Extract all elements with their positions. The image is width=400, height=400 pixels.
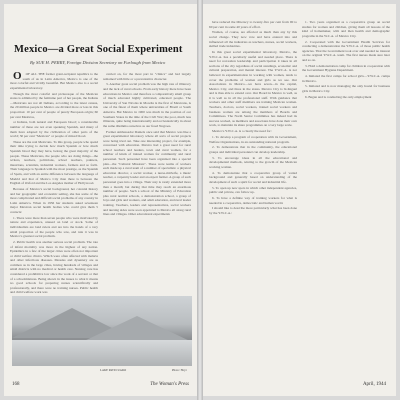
paragraph-text: OF ALL THE former grant-recipient republics to the south of us in Latin America, Mexico is one of the most colorful and vividly beautiful. But Mexico also is a social experimental laboratory. <box>10 72 98 90</box>
paragraph: or Indians, both natural and European blood; a considerable number of these are not even speaking Spanish, and many of them have adapted by the civilization of other parts of the world; 30 per cent "Mexican" or people of mixed blood. <box>10 120 98 139</box>
paragraph: 1. There were more than seven people who were motivated by nature and experience, unused on land or stock. Some of individualists are land rulers and are into the hands of a very small proportion of the people who saw, and rule it was in Mexico's greatest social problem. <box>10 215 98 239</box>
list-item: 1. Two years organized as a cooperative group on social studies for women and children, giving them all lessons of the kind of homemaker, with and then health and demographic programs in the W.C.A. of Mexico City. <box>302 20 390 38</box>
list-item: 3. Hold a demonstration camp for children in cooperation with the Government Hygiene Department. <box>302 63 390 73</box>
list-item: 2. Cooperated with the Government Health Services for conducting a demonstration the Y.W.C.A. of those public health agencies. That the Government took over and needed no interest on the original Y.W.C.A. team. The first nurses made sure later and so on. <box>302 39 390 62</box>
issue-date: April, 1944 <box>362 382 386 387</box>
paragraph: have reduced the illiteracy to twenty-five per cent from 90 to 60 per cent in some 40 years of effort. <box>209 20 297 29</box>
right-column-2 <box>302 20 390 372</box>
list-item: 3. To encourage ideas in all the educational and developmental methods, relating to the growth of the Mexican working woman. <box>209 155 297 169</box>
paragraph: 2. Public health was another serious social problem. The rate of infant mortality was more in the highest of any nation. Epidemics in a few of the larger cities were often not important or child welfare clinics. Which were often affected with malaria and other infectious diseases. Measles and dysentery are as common as in the large cities, having hundreds of villages and small districts with no medical or health care. Nursing care has considered a prohibitive low since the work of a servant or that of a schoolmistress. Being shown in the issues to what it means no good schools for preparing nurses scientifically and professionally, and there were no training nurses. Public health and child welfare work was <box>10 239 98 295</box>
right-column-1 <box>209 20 297 372</box>
right-page <box>203 4 396 396</box>
paragraph <box>10 72 98 90</box>
paragraph: Though the most colorful and picturesque of the Mexican states is admitted by the feminine part of her people, the Indians—Mexicans are not all Indians, according to the latest census, the 20 million people in Mexico are divided more or less in this proportion: 10 per cent of people of purely European origin; 60 per cent Mestizos, <box>10 91 98 119</box>
paragraph: Women, of course, are affected as much than any by this social change. They now vote and have entered into and influenced all the industries as teachers, nurses, social workers, skilled trade industries. <box>209 30 297 49</box>
drop-cap: O <box>13 70 22 82</box>
list-item: 4. To demonstrate that a cooperative group of varied background and generally based on understanding of the development of such a spirit for social and industrial life. <box>209 170 297 184</box>
list-item: 6. To have a definite way of training workers for what is needed in a cooperative, democratic and human world. <box>209 196 297 205</box>
paragraph: 3. Another great social problem was the high rate of illiteracy and the lack of rural schools. From early history there have been educations in Mexico and therefore a comparatively small group of much educated highly cultivated, educated people. The University of San Nicolas in Morelia is the first of Mexicans, is one of the finest of them where universities of Brazil or South America. But Mexico in 1900 was much in the position of our Southern States in the time of the Civil War; the poor, much less illiterate, quite being internationally and ecclesiastically in about the same dilemma ourselves as our freed Negroes. <box>103 82 191 128</box>
photo-credit: Photo: Hoyt <box>172 368 187 372</box>
left-column-2 <box>103 72 191 288</box>
list-item: 2. To demonstrate that in the community, the educational groups and individual personnel can develop leadership. <box>209 145 297 154</box>
list-item: 4. Initiated the first camps for school girls—Y.W.C.A. camps in Mexico. <box>302 74 390 83</box>
lake-photo <box>12 296 192 366</box>
magazine-name: The Woman's Press <box>150 382 189 387</box>
left-column-1 <box>10 70 98 295</box>
paragraph: carried on, for the most part in "clinics" and bad largely remained with little or a preventative character. <box>103 72 191 81</box>
paragraph: Mexico's Y.W.C.A. is a clearly the need for: <box>212 129 272 134</box>
paragraph: In this great social experimental laboratory, Mexico, the Y.W.C.A. has a peculiarly useful and needed place. There is need for recreation leadership and participation it takes in all sections of the city regardless of social standings, economic and cultural preparation, and mental interest. The Y.W.C.A. is not believed in experimentation in working with women, tends to cover the problems of women and girls as we see. Our Associations in Mexico—we have seven—in the capital, Mexico City, and three in the states. Mexico City is bi-lingual and is thus able to extend over. Our Board in Mexico is well, as it is well as in all the professional staff. With guidance that workers and other staff members are training Mexican women. Teachers, doctors, social workers, trained social workers and business women are among the members of Boards and Committees. The North Senior Committee has indeed had its success worked, as members and associates have done their own work, to maintain its share programmes on a very large scale. <box>209 49 297 128</box>
article-title: Mexico—a Great Social Experiment <box>14 44 183 55</box>
list-item: 5. Initiated and is now managing the only hostel for business girls in Mexico City. <box>302 84 390 94</box>
paragraph: Former Ambassador Daniels once said that Mexico was like a great experimental laboratory where all sorts of social projects were being tried out. Take one interesting project, for example, concerned with education. Mexico had a great need for rural school teachers and leaders, town and rural women, for a number of kinds of trained women for community and rural personnel. Such personnel have been organized into a special plan—the "Cultural Missions". These were teams of workers each made up a rural team of a number of specialists: a physical education director, a social worker, a nurse-midwife, a music teacher, a carpentry leader and an expert farmer. A group of such personnel goes into a village. Their stay is rarely extended more than a month; but during that time they reach an enormous number of people. Such a school of the Ministry of Education plus rural normal schools, a demonstration school, a group of boys and girls and workers, and adult education, and rural leader training. Teachers, leaders and representatives, social workers and nursing aides were soon appointed to Mexico all along rural lines and villages. Other educational experiments <box>103 129 191 217</box>
lake-shape <box>12 340 192 366</box>
mountain-shape <box>82 316 192 342</box>
left-page <box>4 4 197 396</box>
paragraph: I should like to describe more particularly what has been done by the Y.W.C.A.: <box>209 206 297 216</box>
list-item: 6. Began and is conducting the only employment <box>305 94 372 99</box>
list-item: 1. To develop a program of cooperation with its Government, Welfare Organizations, in an outstanding national program. <box>209 135 297 144</box>
paragraph: Because of Mexico's social background, her colonial history and her geographic and economic setting, she has some of the most complicated and difficult social problems of any country in Latin America. When in 1936 her students asked seventeen major Mexican social health bodies who could give them 5 contacts: <box>10 187 98 214</box>
paragraph: These are the real Mexicans. To this group, people who spend their time trying to decide how much Spanish or how much Spanish blood they may have, belong the great majority of the people. These Mexicans, the people who are doing things—the writers, teachers, politicians, school teachers, painters, musicians, scientists, industrial workers, farmers and so forth. Their language is Spanish with the most prestige, as the Spanish of Spain, and with an entire difference between the language of Madrid and that of Mexico City than there is between the English of Oxford and the Los Angeles mother of Hollywood. <box>10 139 98 186</box>
list-item: 5. To open up new spots in which other independent agencies, public and private, can follow up. <box>209 185 297 195</box>
photo-caption: LAKE PATZCUARO <box>100 368 127 372</box>
page-number: 168 <box>12 382 20 387</box>
article-byline: By SUE H. PERRY, Foreign Division Secretary on Furlough from Mexico <box>30 60 166 65</box>
